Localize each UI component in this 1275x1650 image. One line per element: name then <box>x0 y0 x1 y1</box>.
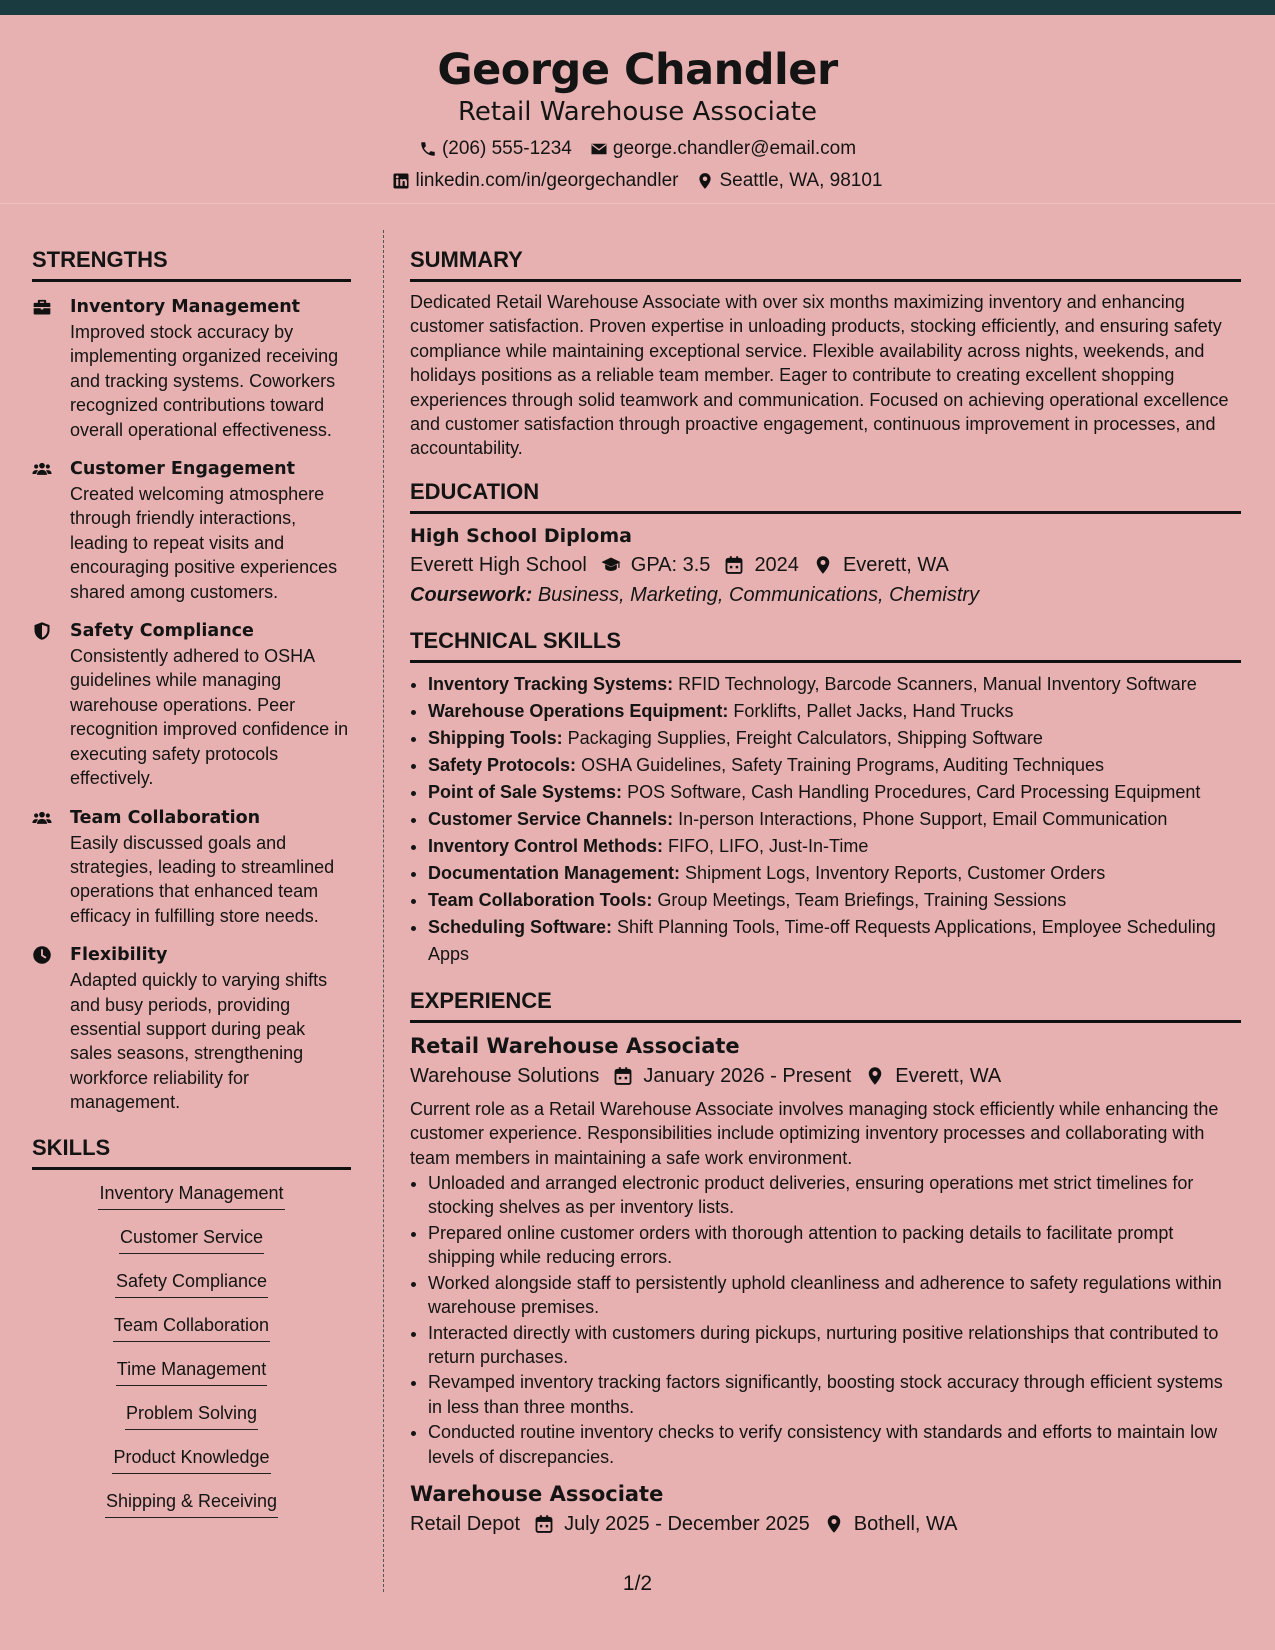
phone-icon <box>419 140 437 158</box>
skills-heading: SKILLS <box>32 1133 351 1170</box>
list-item <box>428 752 1241 779</box>
list-item <box>428 779 1241 806</box>
column-divider <box>383 230 384 1592</box>
location-pin-icon <box>824 1514 844 1534</box>
summary-text: Dedicated Retail Warehouse Associate with over six months maximizing inventory and enhancing customer satisfaction. Proven expertise in unloading products, stocking efficiently, and ensuring safety compliance while maintaining exceptional service. Flexible availability across nights, weekends, and holidays positions as a reliable team member. Eager to contribute to creating excellent shopping experiences through solid teamwork and communication. Focused on achieving operational excellence and customer satisfaction through proactive engagement, continuous improvement in processes, and accountability. <box>410 292 1229 459</box>
skill-item: Shipping & Receiving <box>105 1486 278 1518</box>
contact-row-1 <box>0 137 1275 161</box>
degree-title: High School Diploma <box>410 524 632 547</box>
tech-skill-label: Customer Service Channels: <box>428 808 674 829</box>
job-title: Warehouse Associate <box>410 1481 664 1506</box>
phone-text: (206) 555-1234 <box>441 138 572 159</box>
skill-item: Product Knowledge <box>112 1442 270 1474</box>
location-text: Seattle, WA, 98101 <box>719 170 883 191</box>
calendar-icon <box>613 1066 633 1086</box>
tech-skill-label: Team Collaboration Tools: <box>428 889 653 910</box>
job-location: Everett, WA <box>895 1064 1002 1087</box>
strength-desc: Improved stock accuracy by implementing organized receiving and tracking systems. Coworkers recognized contributions toward overall operational effectiveness. <box>70 322 339 440</box>
tech-skill-value: POS Software, Cash Handling Procedures, Card Processing Equipment <box>627 781 1201 802</box>
tech-skill-label: Point of Sale Systems: <box>428 781 623 802</box>
list-item <box>428 725 1241 752</box>
list-item: • Interacted directly with customers during pickups, nurturing positive relationships that contributed to return purchases. <box>428 1321 1241 1370</box>
tech-skill-value: Shipment Logs, Inventory Reports, Customer Orders <box>685 862 1106 883</box>
list-item: • Unloaded and arranged electronic product deliveries, ensuring operations met strict timelines for stocking shelves as per inventory lists. <box>428 1171 1241 1220</box>
job-meta <box>410 1061 1241 1091</box>
skill-item: Customer Service <box>119 1222 264 1254</box>
school-name: Everett High School <box>410 553 587 576</box>
strength-item <box>32 456 351 604</box>
users-icon <box>32 459 52 479</box>
tech-skill-label: Warehouse Operations Equipment: <box>428 700 729 721</box>
job-dates: July 2025 - December 2025 <box>564 1512 810 1535</box>
tech-skill-label: Scheduling Software: <box>428 916 613 937</box>
strength-desc: Consistently adhered to OSHA guidelines while managing warehouse operations. Peer recognition improved confidence in executing safety protocols effectively. <box>70 646 349 789</box>
technical-skills-heading: TECHNICAL SKILLS <box>410 626 1241 663</box>
strength-item <box>32 942 351 1114</box>
strengths-heading: STRENGTHS <box>32 245 351 282</box>
coursework <box>410 580 1241 610</box>
list-item: • Conducted routine inventory checks to verify consistency with standards and efforts to maintain low levels of discrepancies. <box>428 1420 1241 1469</box>
job-title: Retail Warehouse Associate <box>410 1033 740 1058</box>
contact-linkedin[interactable] <box>392 169 678 193</box>
tech-skill-value: OSHA Guidelines, Safety Training Programs, Auditing Techniques <box>581 754 1105 775</box>
strength-title: Safety Compliance <box>70 621 254 642</box>
graduation-year: 2024 <box>754 553 799 576</box>
top-accent-bar <box>0 0 1275 15</box>
resume-header <box>0 15 1275 203</box>
gpa-text: GPA: 3.5 <box>630 553 711 576</box>
experience-heading: EXPERIENCE <box>410 986 1241 1023</box>
job-location: Bothell, WA <box>853 1512 958 1535</box>
envelope-icon <box>590 140 608 158</box>
job-entry <box>410 1031 1241 1469</box>
job-description: Current role as a Retail Warehouse Associate involves managing stock efficiently while enhancing the customer experience. Responsibilities include optimizing inventory processes and collaborating with team members in maintaining a safe work environment. <box>410 1098 1219 1168</box>
page-number: 1/2 <box>622 1572 653 1595</box>
skill-item: Safety Compliance <box>115 1266 268 1298</box>
list-item <box>428 833 1241 860</box>
list-item <box>428 698 1241 725</box>
list-item: • Revamped inventory tracking factors significantly, boosting stock accuracy through efficient systems in less than three months. <box>428 1370 1241 1419</box>
skill-item: Problem Solving <box>125 1398 258 1430</box>
strength-desc: Created welcoming atmosphere through friendly interactions, leading to repeat visits and encouraging positive experiences shared among customers. <box>70 484 338 602</box>
job-meta <box>410 1509 1241 1539</box>
location-pin-icon <box>865 1066 885 1086</box>
tech-skill-value: Group Meetings, Team Briefings, Training Sessions <box>657 889 1067 910</box>
tech-skill-label: Documentation Management: <box>428 862 681 883</box>
linkedin-text: linkedin.com/in/georgechandler <box>415 170 679 191</box>
tech-skill-label: Inventory Control Methods: <box>428 835 663 856</box>
strength-item <box>32 294 351 442</box>
list-item <box>428 671 1241 698</box>
company-name: Retail Depot <box>410 1512 521 1535</box>
list-item: • Prepared online customer orders with thorough attention to packing details to facilitate prompt shipping while reducing errors. <box>428 1221 1241 1270</box>
company-name: Warehouse Solutions <box>410 1064 600 1087</box>
strength-title: Inventory Management <box>70 297 301 317</box>
tech-skill-label: Safety Protocols: <box>428 754 577 775</box>
strength-title: Customer Engagement <box>70 459 296 480</box>
left-column <box>32 245 351 1530</box>
candidate-name: George Chandler <box>437 45 838 95</box>
graduation-cap-icon <box>601 555 621 575</box>
summary-heading: SUMMARY <box>410 245 1241 282</box>
location-pin-icon <box>696 172 714 190</box>
skill-item: Team Collaboration <box>113 1310 270 1342</box>
strength-item <box>32 805 351 929</box>
email-text: george.chandler@email.com <box>612 138 857 159</box>
contact-email[interactable] <box>590 137 856 161</box>
right-column <box>410 245 1241 1539</box>
technical-skills-list <box>410 671 1241 968</box>
strength-title: Flexibility <box>70 945 168 966</box>
skill-item: Inventory Management <box>98 1178 284 1210</box>
header-separator <box>0 203 1275 204</box>
list-item <box>428 887 1241 914</box>
candidate-title: Retail Warehouse Associate <box>458 97 817 127</box>
location-pin-icon <box>813 555 833 575</box>
tech-skill-value: Shift Planning Tools, Time-off Requests Applications, Employee Scheduling Apps <box>428 916 1216 964</box>
shield-icon <box>32 621 52 641</box>
contact-phone[interactable] <box>419 137 572 161</box>
strength-title: Team Collaboration <box>70 807 261 828</box>
coursework-list: Business, Marketing, Communications, Chemistry <box>537 583 980 606</box>
linkedin-icon <box>392 172 410 190</box>
tech-skill-value: Forklifts, Pallet Jacks, Hand Trucks <box>733 700 1014 721</box>
tech-skill-value: In-person Interactions, Phone Support, Email Communication <box>678 808 1168 829</box>
strength-item <box>32 618 351 790</box>
job-entry <box>410 1479 1241 1539</box>
contact-location <box>696 169 882 193</box>
tech-skill-label: Inventory Tracking Systems: <box>428 673 674 694</box>
skills-list <box>32 1178 351 1530</box>
education-meta <box>410 550 1241 580</box>
tech-skill-value: FIFO, LIFO, Just-In-Time <box>668 835 869 856</box>
education-heading: EDUCATION <box>410 477 1241 514</box>
list-item: • Worked alongside staff to persistently uphold cleanliness and adherence to safety regulations within warehouse premises. <box>428 1271 1241 1320</box>
clock-icon <box>32 945 52 965</box>
list-item <box>428 914 1241 968</box>
calendar-icon <box>724 555 744 575</box>
coursework-label: Coursework: <box>410 583 533 606</box>
list-item <box>428 860 1241 887</box>
job-dates: January 2026 - Present <box>643 1064 852 1087</box>
school-location: Everett, WA <box>842 553 949 576</box>
strength-desc: Easily discussed goals and strategies, leading to streamlined operations that enhanced team efficacy in fulfilling store needs. <box>70 832 335 926</box>
users-icon <box>32 808 52 828</box>
tech-skill-label: Shipping Tools: <box>428 727 563 748</box>
briefcase-icon <box>32 297 52 317</box>
strength-desc: Adapted quickly to varying shifts and busy periods, providing essential support during peak sales seasons, strengthening workforce reliability for management. <box>70 970 328 1113</box>
skill-item: Time Management <box>116 1354 267 1386</box>
list-item <box>428 806 1241 833</box>
tech-skill-value: Packaging Supplies, Freight Calculators, Shipping Software <box>567 727 1043 748</box>
contact-row-2 <box>0 169 1275 193</box>
job-bullets <box>410 1171 1241 1469</box>
calendar-icon <box>534 1514 554 1534</box>
tech-skill-value: RFID Technology, Barcode Scanners, Manual Inventory Software <box>678 673 1197 694</box>
